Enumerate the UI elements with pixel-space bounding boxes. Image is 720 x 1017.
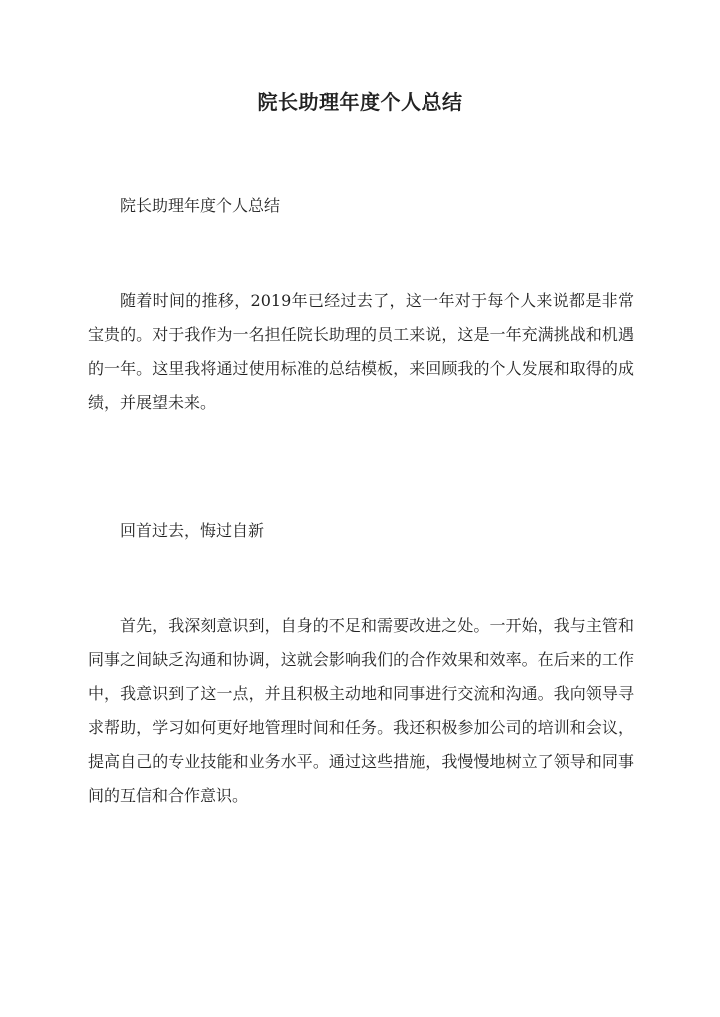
paragraph-reflection: 首先，我深刻意识到，自身的不足和需要改进之处。一开始，我与主管和同事之间缺乏沟通和协调，这就会影响我们的合作效果和效率。在后来的工作中，我意识到了这一点，并且积极主动地和同事进行交流和沟通。我向领导寻求帮助，学习如何更好地管理时间和任务。我还积极参加公司的培训和会议，提高自己的专业技能和业务水平。通过这些措施，我慢慢地树立了领导和同事间的互信和合作意识。 [88,616,634,805]
document-subtitle: 院长助理年度个人总结 [120,196,281,215]
paragraph-intro: 随着时间的推移，2019年已经过去了，这一年对于每个人来说都是非常宝贵的。对于我作为一名担任院长助理的员工来说，这是一年充满挑战和机遇的一年。这里我将通过使用标准的总结模板，来回顾我的个人发展和取得的成绩，并展望未来。 [88,291,634,412]
section-heading: 回首过去，悔过自新 [120,521,265,540]
document-title: 院长助理年度个人总结 [257,90,463,114]
